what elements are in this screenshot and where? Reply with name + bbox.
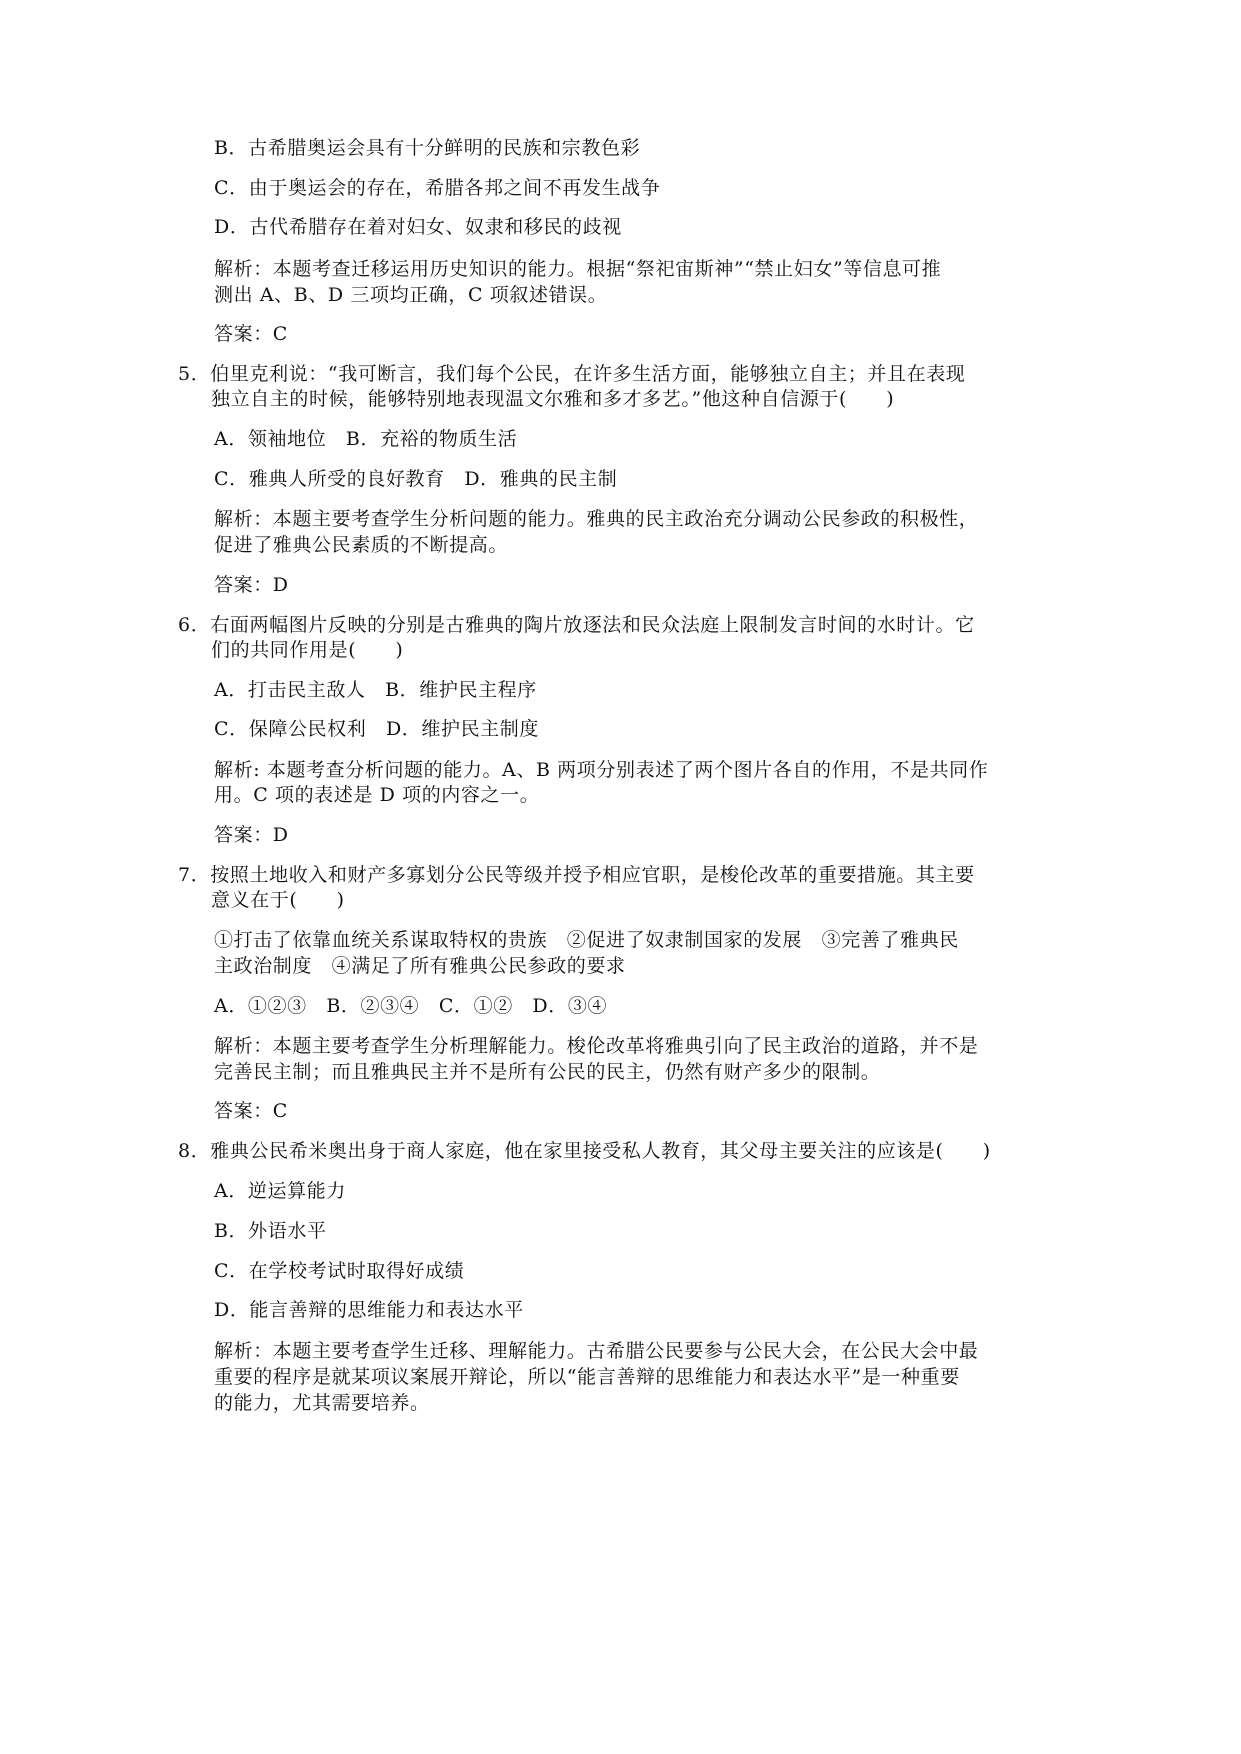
q5-options-line-2: C．雅典人所受的良好教育 D．雅典的民主制 bbox=[214, 468, 618, 490]
q5-stem-line-2: 独立自主的时候，能够特别地表现温文尔雅和多才多艺。”他这种自信源于( ) bbox=[211, 388, 895, 410]
q7-stem-line-2: 意义在于( ) bbox=[211, 889, 345, 911]
q8-stem: 8．雅典公民希米奥出身于商人家庭，他在家里接受私人教育，其父母主要关注的应该是( ) bbox=[178, 1140, 991, 1162]
q5-analysis-line-2: 促进了雅典公民素质的不断提高。 bbox=[214, 534, 509, 556]
q7-analysis-line-1: 解析：本题主要考查学生分析理解能力。梭伦改革将雅典引向了民主政治的道路，并不是 bbox=[214, 1035, 979, 1057]
q7-options: A．①②③ B．②③④ C．①② D．③④ bbox=[214, 995, 608, 1017]
q6-options-line-2: C．保障公民权利 D．维护民主制度 bbox=[214, 718, 539, 740]
q4-answer: 答案：C bbox=[214, 323, 288, 345]
q4-option-d: D．古代希腊存在着对妇女、奴隶和移民的歧视 bbox=[214, 216, 622, 238]
q4-analysis-line-2: 测出 A、B、D 三项均正确，C 项叙述错误。 bbox=[214, 284, 608, 306]
q8-analysis-line-1: 解析：本题主要考查学生迁移、理解能力。古希腊公民要参与公民大会，在公民大会中最 bbox=[214, 1340, 979, 1362]
q7-choices-line-2: 主政治制度 ④满足了所有雅典公民参政的要求 bbox=[214, 955, 626, 977]
q7-stem-line-1: 7．按照土地收入和财产多寡划分公民等级并授予相应官职，是梭伦改革的重要措施。其主要 bbox=[178, 864, 975, 886]
q7-choices-line-1: ①打击了依靠血统关系谋取特权的贵族 ②促进了奴隶制国家的发展 ③完善了雅典民 bbox=[214, 929, 959, 951]
q8-option-d: D．能言善辩的思维能力和表达水平 bbox=[214, 1299, 524, 1321]
q8-option-a: A．逆运算能力 bbox=[214, 1180, 346, 1202]
q8-option-b: B．外语水平 bbox=[214, 1220, 327, 1242]
q6-stem-line-1: 6．右面两幅图片反映的分别是古雅典的陶片放逐法和民众法庭上限制发言时间的水时计。它 bbox=[178, 614, 975, 636]
q4-option-b: B．古希腊奥运会具有十分鲜明的民族和宗教色彩 bbox=[214, 137, 641, 159]
q5-analysis-line-1: 解析：本题主要考查学生分析问题的能力。雅典的民主政治充分调动公民参政的积极性， bbox=[214, 508, 979, 530]
q7-analysis-line-2: 完善民主制；而且雅典民主并不是所有公民的民主，仍然有财产多少的限制。 bbox=[214, 1061, 881, 1083]
q8-analysis-line-3: 的能力，尤其需要培养。 bbox=[214, 1392, 430, 1414]
q8-option-c: C．在学校考试时取得好成绩 bbox=[214, 1260, 465, 1282]
q5-answer: 答案：D bbox=[214, 574, 289, 596]
q8-analysis-line-2: 重要的程序是就某项议案展开辩论，所以“能言善辩的思维能力和表达水平”是一种重要 bbox=[214, 1366, 960, 1388]
q7-answer: 答案：C bbox=[214, 1100, 288, 1122]
q6-stem-line-2: 们的共同作用是( ) bbox=[211, 639, 404, 661]
q5-options-line-1: A．领袖地位 B．充裕的物质生活 bbox=[214, 428, 518, 450]
q6-answer: 答案：D bbox=[214, 824, 289, 846]
q4-analysis-line-1: 解析：本题考查迁移运用历史知识的能力。根据“祭祀宙斯神”“禁止妇女”等信息可推 bbox=[214, 258, 942, 280]
q6-analysis-line-2: 用。C 项的表述是 D 项的内容之一。 bbox=[214, 784, 540, 806]
q4-option-c: C．由于奥运会的存在，希腊各邦之间不再发生战争 bbox=[214, 177, 661, 199]
q5-stem-line-1: 5．伯里克利说：“我可断言，我们每个公民，在许多生活方面，能够独立自主；并且在表现 bbox=[178, 363, 966, 385]
q6-options-line-1: A．打击民主敌人 B．维护民主程序 bbox=[214, 679, 537, 701]
q6-analysis-line-1: 解析: 本题考查分析问题的能力。A、B 两项分别表述了两个图片各自的作用，不是共同作 bbox=[214, 759, 989, 781]
